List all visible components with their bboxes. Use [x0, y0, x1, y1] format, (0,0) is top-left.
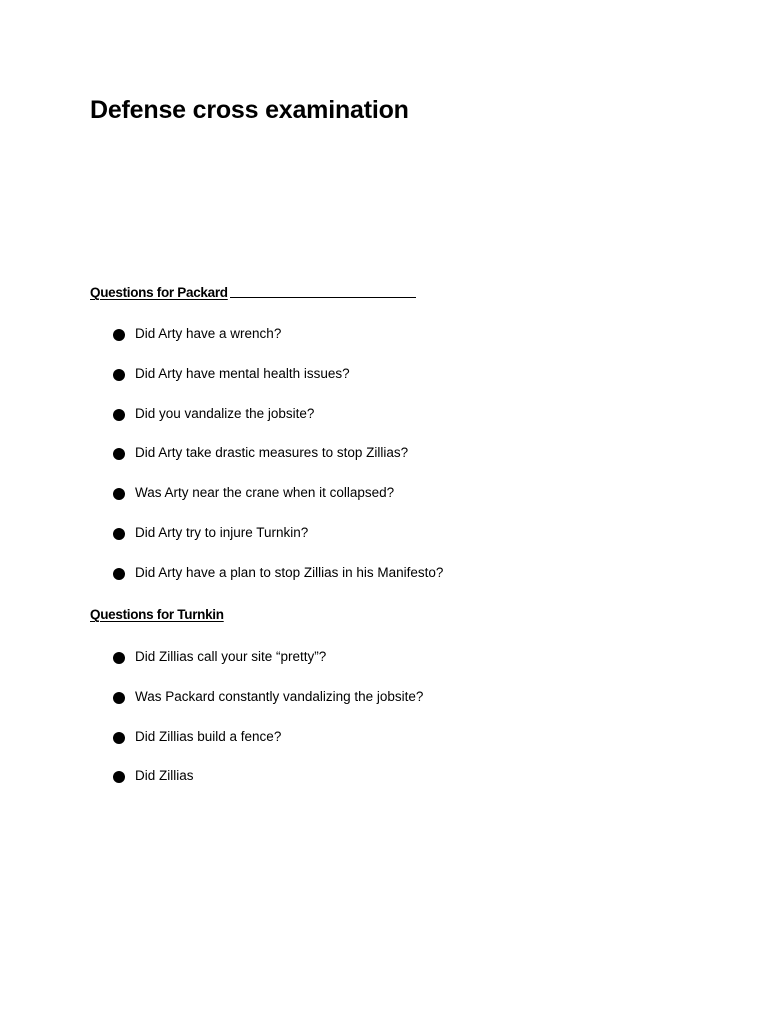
bullet-icon — [113, 732, 125, 744]
bullet-icon — [113, 329, 125, 341]
bullet-icon — [113, 652, 125, 664]
question-text: Did Zillias build a fence? — [135, 728, 282, 744]
document-title: Defense cross examination — [90, 96, 409, 124]
question-text: Did Arty have a wrench? — [135, 326, 282, 341]
bullet-icon — [113, 568, 125, 580]
question-text: Did Zillias — [135, 768, 194, 784]
bullet-icon — [113, 771, 125, 783]
bullet-icon — [113, 448, 125, 460]
section-heading-turnkin: Questions for Turnkin — [90, 607, 224, 622]
question-text: Did you vandalize the jobsite? — [135, 405, 315, 421]
bullet-icon — [113, 528, 125, 540]
section-heading-packard: Questions for Packard — [90, 285, 228, 300]
bullet-icon — [113, 369, 125, 381]
question-text: Did Arty take drastic measures to stop Zillias? — [135, 445, 409, 461]
heading-underline-extension — [230, 297, 416, 298]
question-text: Did Arty have a plan to stop Zillias in his Manifesto? — [135, 564, 444, 580]
bullet-icon — [113, 692, 125, 704]
question-text: Did Arty try to injure Turnkin? — [135, 524, 309, 540]
bullet-icon — [113, 488, 125, 500]
question-text: Did Zillias call your site “pretty”? — [135, 649, 327, 664]
question-text: Was Arty near the crane when it collapsed? — [135, 485, 395, 501]
question-text: Did Arty have mental health issues? — [135, 365, 350, 381]
bullet-icon — [113, 409, 125, 421]
question-text: Was Packard constantly vandalizing the jobsite? — [135, 688, 424, 704]
